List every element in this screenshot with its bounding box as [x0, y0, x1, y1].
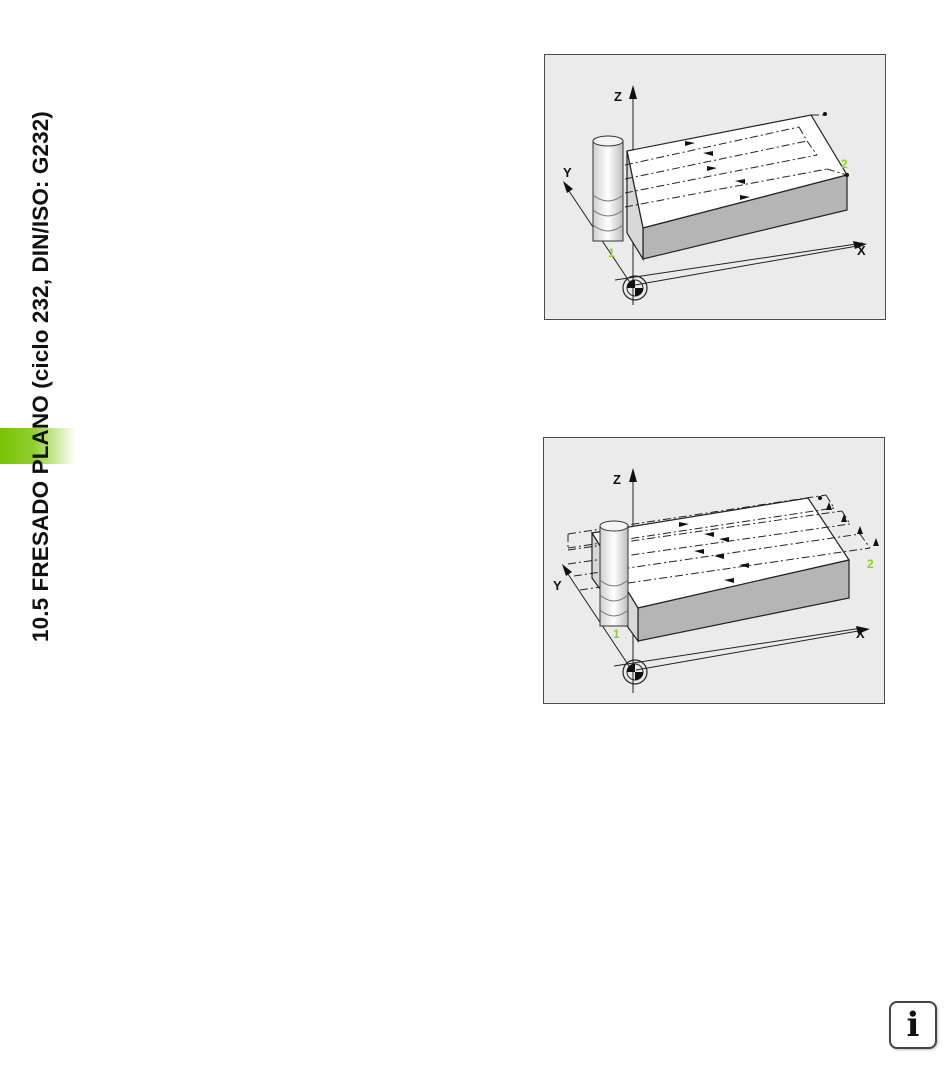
figure-milling-strategy-2 [543, 437, 885, 704]
z-axis-label: Z [614, 89, 622, 104]
end-point-label: 2 [867, 557, 874, 571]
section-title: 10.5 FRESADO PLANO (ciclo 232, DIN/ISO: G232) [28, 111, 53, 642]
start-point-label: 1 [608, 246, 615, 260]
figure-milling-strategy-1 [544, 54, 886, 320]
info-glyph: i [906, 1005, 920, 1045]
x-axis-label: X [857, 243, 866, 258]
y-axis-label: Y [553, 578, 562, 593]
x-axis-label: X [856, 626, 865, 641]
start-point-label: 1 [613, 627, 620, 641]
end-point-label: 2 [841, 157, 848, 171]
z-axis-label: Z [613, 472, 621, 487]
y-axis-label: Y [563, 165, 572, 180]
info-icon[interactable] [889, 1001, 937, 1049]
